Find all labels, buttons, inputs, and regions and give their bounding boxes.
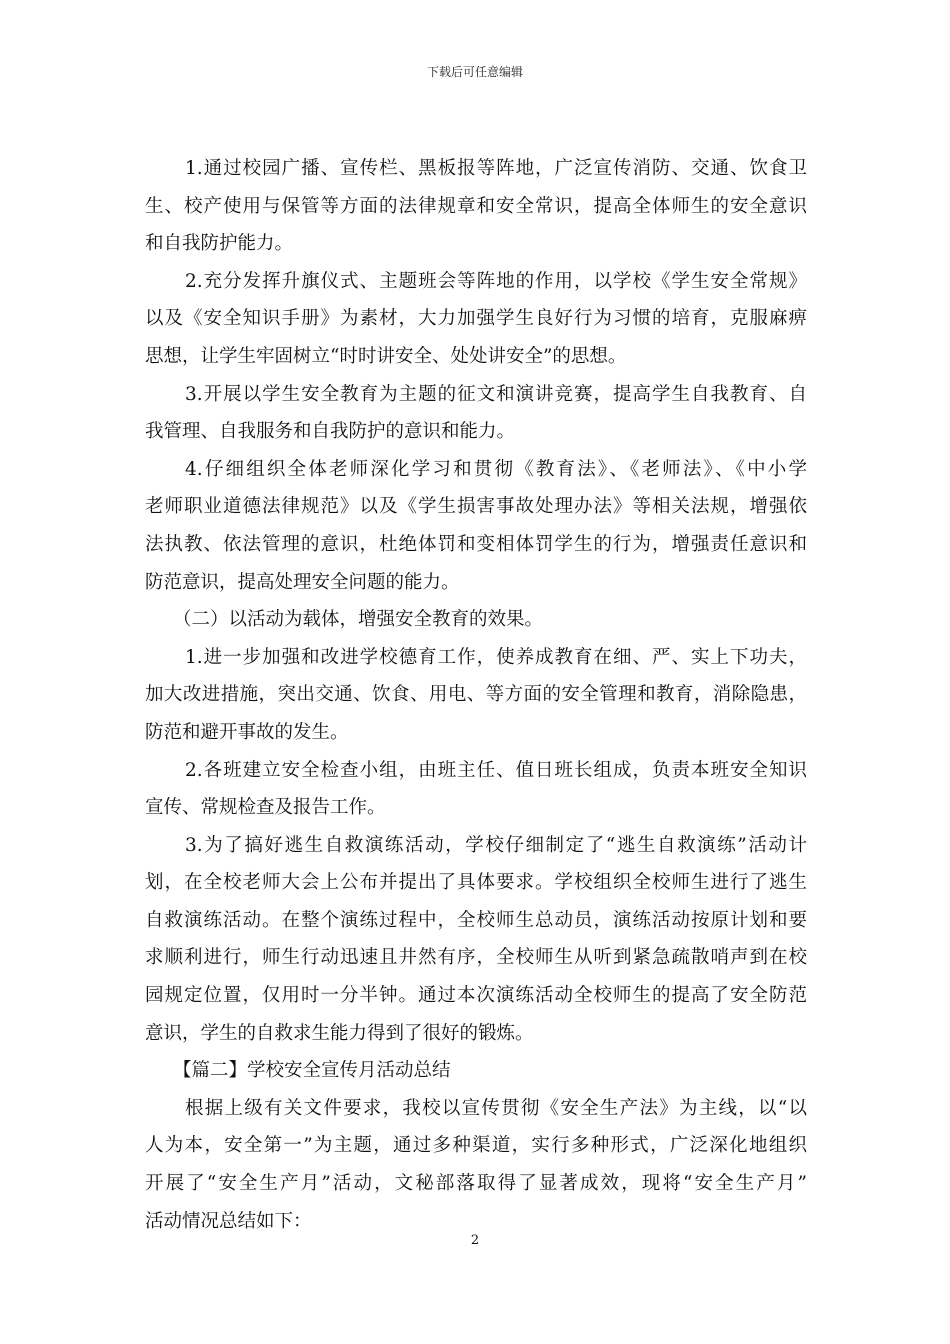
paragraph-line: 老师职业道德法律规范》以及《学生损害事故处理办法》等相关法规，增强依 xyxy=(145,496,807,518)
paragraph-line: 防范和避开事故的发生。 xyxy=(145,721,349,743)
paragraph-line: 1.通过校园广播、宣传栏、黑板报等阵地，广泛宣传消防、交通、饮食卫 xyxy=(185,158,807,179)
page-number: 2 xyxy=(470,1233,480,1248)
paragraph-line: 3.开展以学生安全教育为主题的征文和演讲竞赛，提高学生自我教育、自 xyxy=(185,383,807,405)
paragraph-line: 园规定位置，仅用时一分半钟。通过本次演练活动全校师生的提高了安全防范 xyxy=(145,985,807,1007)
page-header: 下载后可任意编辑 xyxy=(426,65,523,79)
paragraph-line: 1.进一步加强和改进学校德育工作，使养成教育在细、严、实上下功夫， xyxy=(185,646,807,668)
paragraph-line: 自救演练活动。在整个演练过程中，全校师生总动员，演练活动按原计划和要 xyxy=(145,909,807,931)
paragraph-line: 2.各班建立安全检查小组，由班主任、值日班长组成，负责本班安全知识 xyxy=(185,759,807,781)
paragraph-line: 防范意识，提高处理安全问题的能力。 xyxy=(145,571,460,593)
paragraph-line: 求顺利进行，师生行动迅速且井然有序，全校师生从听到紧急疏散哨声到在校 xyxy=(145,947,807,969)
paragraph-line: 宣传、常规检查及报告工作。 xyxy=(145,797,386,819)
paragraph-line: 活动情况总结如下： xyxy=(145,1210,312,1232)
paragraph-line: 开展了“安全生产月”活动，文秘部落取得了显著成效，现将“安全生产月” xyxy=(145,1173,807,1195)
paragraph-line: 根据上级有关文件要求，我校以宣传贯彻《安全生产法》为主线，以“以 xyxy=(185,1097,807,1119)
paragraph-line: 法执教、依法管理的意识，杜绝体罚和变相体罚学生的行为，增强责任意识和 xyxy=(145,533,807,555)
paragraph-line: 和自我防护能力。 xyxy=(145,233,294,255)
article-title: 【篇二】学校安全宣传月活动总结 xyxy=(173,1060,451,1082)
section-heading: （二）以活动为载体，增强安全教育的效果。 xyxy=(173,609,544,631)
paragraph-line: 意识，学生的自救求生能力得到了很好的锻炼。 xyxy=(145,1022,534,1044)
paragraph-line: 3.为了搞好逃生自救演练活动，学校仔细制定了“逃生自救演练”活动计 xyxy=(185,834,807,856)
paragraph-line: 以及《安全知识手册》为素材，大力加强学生良好行为习惯的培育，克服麻痹 xyxy=(145,308,807,330)
paragraph-line: 生、校产使用与保管等方面的法律规章和安全常识，提高全体师生的安全意识 xyxy=(145,195,807,217)
paragraph-line: 2.充分发挥升旗仪式、主题班会等阵地的作用，以学校《学生安全常规》 xyxy=(185,270,807,292)
paragraph-line: 划，在全校老师大会上公布并提出了具体要求。学校组织全校师生进行了逃生 xyxy=(145,872,807,894)
document-body xyxy=(145,150,807,1240)
paragraph-line: 思想，让学生牢固树立“时时讲安全、处处讲安全”的思想。 xyxy=(145,345,627,367)
paragraph-line: 加大改进措施，突出交通、饮食、用电、等方面的安全管理和教育，消除隐患， xyxy=(145,684,807,706)
paragraph-line: 我管理、自我服务和自我防护的意识和能力。 xyxy=(145,421,516,443)
paragraph-line: 4.仔细组织全体老师深化学习和贯彻《教育法》、《老师法》、《中小学 xyxy=(185,458,807,480)
paragraph-line: 人为本，安全第一”为主题，通过多种渠道，实行多种形式，广泛深化地组织 xyxy=(145,1135,807,1157)
